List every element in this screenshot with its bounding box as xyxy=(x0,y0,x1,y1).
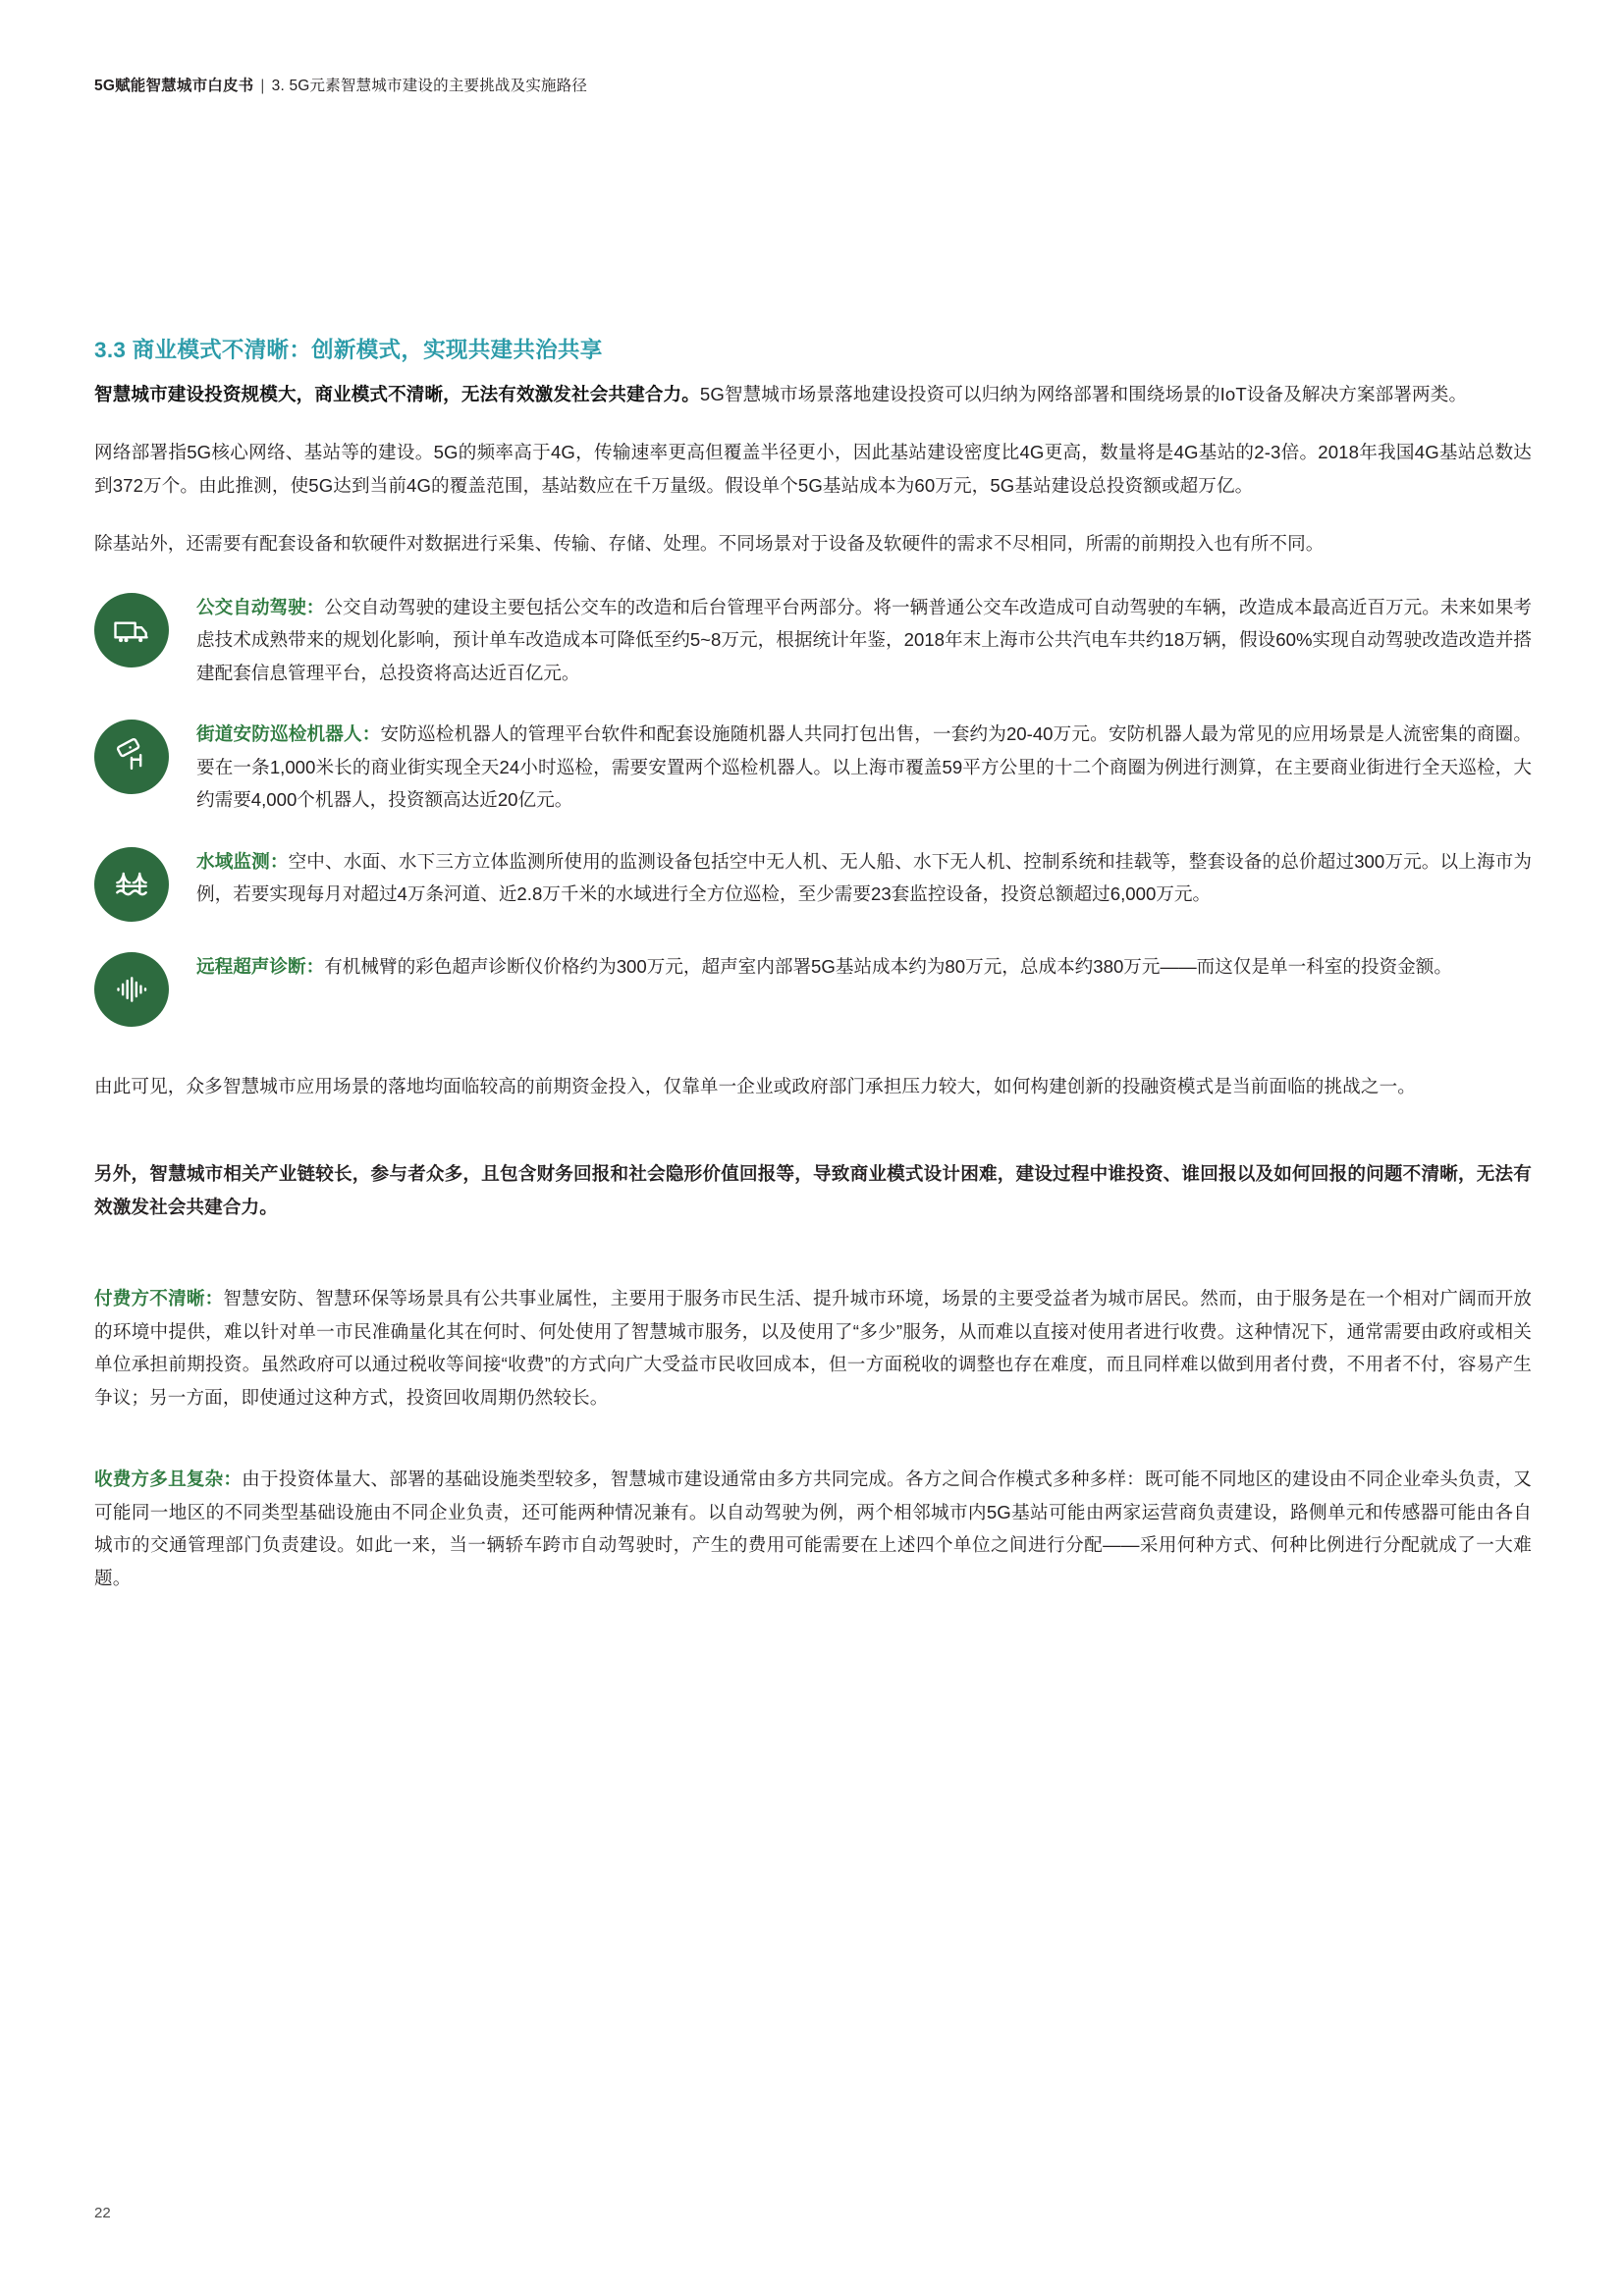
feature-item-remote-ultrasound xyxy=(94,949,1532,1027)
scenario-feature-list xyxy=(94,590,1532,1027)
feature-colon: ： xyxy=(305,955,325,977)
bridge-water-icon xyxy=(94,847,169,922)
spacer xyxy=(94,1249,1532,1282)
feature-text: 有机械臂的彩色超声诊断仪价格约为300万元，超声室内部署5G基站成本约为80万元，总成本约380万元——而这仅是单一科室的投资金额。 xyxy=(324,955,1452,977)
spacer xyxy=(94,1439,1532,1463)
runin-text: 由于投资体量大、部署的基础设施类型较多，智慧城市建设通常由多方共同完成。各方之间合作模式多种多样：既可能不同地区的建设由不同企业牵头负责，又可能同一地区的不同类型基础设施由不同企业负责，还可能两种情况兼有。以自动驾驶为例，两个相邻城市内5G基站可能由两家运营商负责建设，路侧单元和传感器可能由各自城市的交通管理部门负责建设。如此一来，当一辆轿车跨市自动驾驶时，产生的费用可能需要在上述四个单位之间进行分配——采用何种方式、何种比例进行分配就成了一大难题。 xyxy=(94,1468,1532,1588)
feature-colon: ： xyxy=(269,850,289,872)
supporting-equipment-paragraph: 除基站外，还需要有配套设备和软硬件对数据进行采集、传输、存储、处理。不同场景对于设备及软硬件的需求不尽相同，所需的前期投入也有所不同。 xyxy=(94,533,1325,555)
runin-title: 付费方不清晰 xyxy=(94,1288,205,1309)
runin-block-many-payers xyxy=(94,1463,1532,1594)
page-content xyxy=(94,334,1532,1620)
feature-item-bus-autonomous-driving xyxy=(94,590,1532,690)
feature-colon: ： xyxy=(305,596,325,617)
bus-icon xyxy=(94,593,169,667)
running-header xyxy=(94,77,587,96)
intro-paragraph xyxy=(94,378,1532,411)
feature-text: 公交自动驾驶的建设主要包括公交车的改造和后台管理平台两部分。将一辆普通公交车改造成可自动驾驶的车辆，改造成本最高近百万元。未来如果考虑技术成熟带来的规划化影响，预计单车改造成本可降低至约5~8万元，根据统计年鉴，2018年末上海市公共汽电车共约18万辆，假设60%实现自动驾驶改造改造并搭建配套信息管理平台，总投资将高达近百亿元。 xyxy=(196,596,1532,683)
spacer xyxy=(94,1046,1532,1070)
network-deployment-paragraph: 网络部署指5G核心网络、基站等的建设。5G的频率高于4G，传输速率更高但覆盖半径更小，因此基站建设密度比4G更高，数量将是4G基站的2-3倍。2018年我国4G基站总数达到372万个。由此推测，使5G达到当前4G的覆盖范围，基站数应在千万量级。假设单个5G基站成本为60万元，5G基站建设总投资额或超万亿。 xyxy=(94,442,1532,496)
runin-colon: ： xyxy=(204,1288,224,1309)
emphasis-paragraph: 另外，智慧城市相关产业链较长，参与者众多，且包含财务回报和社会隐形价值回报等，导致商业模式设计困难，建设过程中谁投资、谁回报以及如何回报的问题不清晰，无法有效激发社会共建合力。 xyxy=(94,1163,1532,1217)
feature-body xyxy=(196,590,1532,690)
ultrasound-wave-icon xyxy=(94,952,169,1027)
feature-body xyxy=(196,844,1532,911)
page-number: 22 xyxy=(94,2205,111,2221)
feature-item-street-security-robot xyxy=(94,717,1532,817)
runin-block-payer-unclear xyxy=(94,1282,1532,1414)
feature-colon: ： xyxy=(361,723,381,745)
feature-title: 公交自动驾驶 xyxy=(196,596,306,617)
feature-body xyxy=(196,949,1532,984)
feature-item-water-monitoring xyxy=(94,844,1532,922)
runin-text: 智慧安防、智慧环保等场景具有公共事业属性，主要用于服务市民生活、提升城市环境，场景的主要受益者为城市居民。然而，由于服务是在一个相对广阔而开放的环境中提供，难以针对单一市民准确量化其在何时、何处使用了智慧城市服务，以及使用了“多少”服务，从而难以直接对使用者进行收费。这种情况下，通常需要由政府或相关单位承担前期投资。虽然政府可以通过税收等间接“收费”的方式向广大受益市民收回成本，但一方面税收的调整也存在难度，而且同样难以做到用者付费，不用者不付，容易产生争议；另一方面，即使通过这种方式，投资回收周期仍然较长。 xyxy=(94,1288,1532,1408)
runin-title: 收费方多且复杂 xyxy=(94,1468,224,1490)
running-header-separator: | xyxy=(260,78,265,94)
feature-body xyxy=(196,717,1532,817)
running-header-title: 5G赋能智慧城市白皮书 xyxy=(94,78,254,94)
section-heading: 3.3 商业模式不清晰：创新模式，实现共建共治共享 xyxy=(94,338,603,362)
feature-text: 空中、水面、水下三方立体监测所使用的监测设备包括空中无人机、无人船、水下无人机、控制系统和挂载等，整套设备的总价超过300万元。以上海市为例，若要实现每月对超过4万条河道、近2.8万千米的水域进行全方位巡检，至少需要23套监控设备，投资总额超过6,000万元。 xyxy=(196,850,1532,905)
spacer xyxy=(94,1128,1532,1157)
intro-paragraph-rest: 5G智慧城市场景落地建设投资可以归纳为网络部署和围绕场景的IoT设备及解决方案部署两类。 xyxy=(699,383,1468,404)
feature-title: 街道安防巡检机器人 xyxy=(196,723,362,745)
security-camera-icon xyxy=(94,720,169,794)
running-header-section: 3. 5G元素智慧城市建设的主要挑战及实施路径 xyxy=(271,78,588,94)
intro-paragraph-bold-lead: 智慧城市建设投资规模大，商业模式不清晰，无法有效激发社会共建合力。 xyxy=(94,383,700,404)
conclusion-paragraph: 由此可见，众多智慧城市应用场景的落地均面临较高的前期资金投入，仅靠单一企业或政府部门承担压力较大，如何构建创新的投融资模式是当前面临的挑战之一。 xyxy=(94,1075,1416,1096)
feature-title: 远程超声诊断 xyxy=(196,955,306,977)
runin-colon: ： xyxy=(223,1468,243,1490)
feature-text: 安防巡检机器人的管理平台软件和配套设施随机器人共同打包出售，一套约为20-40万元。安防机器人最为常见的应用场景是人流密集的商圈。要在一条1,000米长的商业街实现全天24小时巡检，需要安置两个巡检机器人。以上海市覆盖59平方公里的十二个商圈为例进行测算，在主要商业街进行全天巡检，大约需要4,000个机器人，投资额高达近20亿元。 xyxy=(196,723,1532,811)
feature-title: 水域监测 xyxy=(196,850,270,872)
